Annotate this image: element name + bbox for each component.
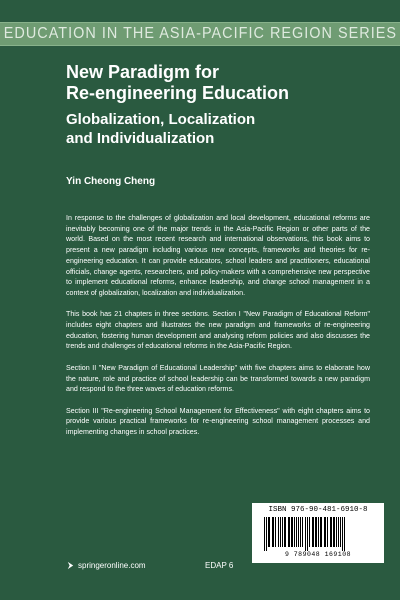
barcode-number: 9 789048 169108 xyxy=(284,551,351,558)
book-subtitle-line-2: and Individualization xyxy=(66,130,215,147)
blurb-paragraph-4: Section III "Re-engineering School Management for Effectiveness" with eight chapters aims to provide various practical frameworks for re-engineering school management processes and implementing changes in school practices. xyxy=(66,406,370,437)
blurb xyxy=(66,213,370,448)
series-code: EDAP 6 xyxy=(205,561,234,570)
blurb-paragraph-2: This book has 21 chapters in three sections. Section I "New Paradigm of Educational Reform" includes eight chapters and illustrates the new paradigm and frameworks of re-engineering education, fostering human development and analysing reform policies and also discusses the trends and challenges of educational reforms in the Asia-Pacific Region. xyxy=(66,310,370,351)
barcode xyxy=(252,503,384,563)
blurb-paragraph-3: Section II "New Paradigm of Educational Leadership" with five chapters aims to elaborate how the nature, role and practice of school leadership can be transformed towards a new paradigm and respond to the three waves of education reforms. xyxy=(66,363,370,394)
blurb-paragraph-1: In response to the challenges of globalization and local development, educational reforms are inevitably becoming one of the major trends in the Asia-Pacific Region or other parts of the world. Based on the most recent research and international observations, this book aims to present a new paradigm including various new concepts, frameworks and theories for re-engineering education. It can provide educators, school leaders and practitioners, educational officials, change agents, researchers, and policy-makers with a comprehensive new perspective to implement educational reforms, enhance leadership, and change school management in a context of globalization, localization and individualization. xyxy=(66,214,370,297)
series-banner xyxy=(0,22,400,46)
springer-arrow-icon xyxy=(66,561,75,570)
book-subtitle xyxy=(66,110,386,148)
publisher-link[interactable] xyxy=(66,561,146,570)
book-title xyxy=(66,62,386,104)
book-title-line-2: Re-engineering Education xyxy=(66,83,290,103)
isbn-label: ISBN 976-90-481-6910-8 xyxy=(268,506,368,514)
publisher-url: springeronline.com xyxy=(78,561,146,570)
barcode-bars xyxy=(262,517,374,551)
author-name: Yin Cheong Cheng xyxy=(66,176,156,187)
book-title-line-1: New Paradigm for xyxy=(66,62,220,82)
book-subtitle-line-1: Globalization, Localization xyxy=(66,111,256,128)
series-title: EDUCATION IN THE ASIA-PACIFIC REGION SERIES xyxy=(3,25,397,42)
